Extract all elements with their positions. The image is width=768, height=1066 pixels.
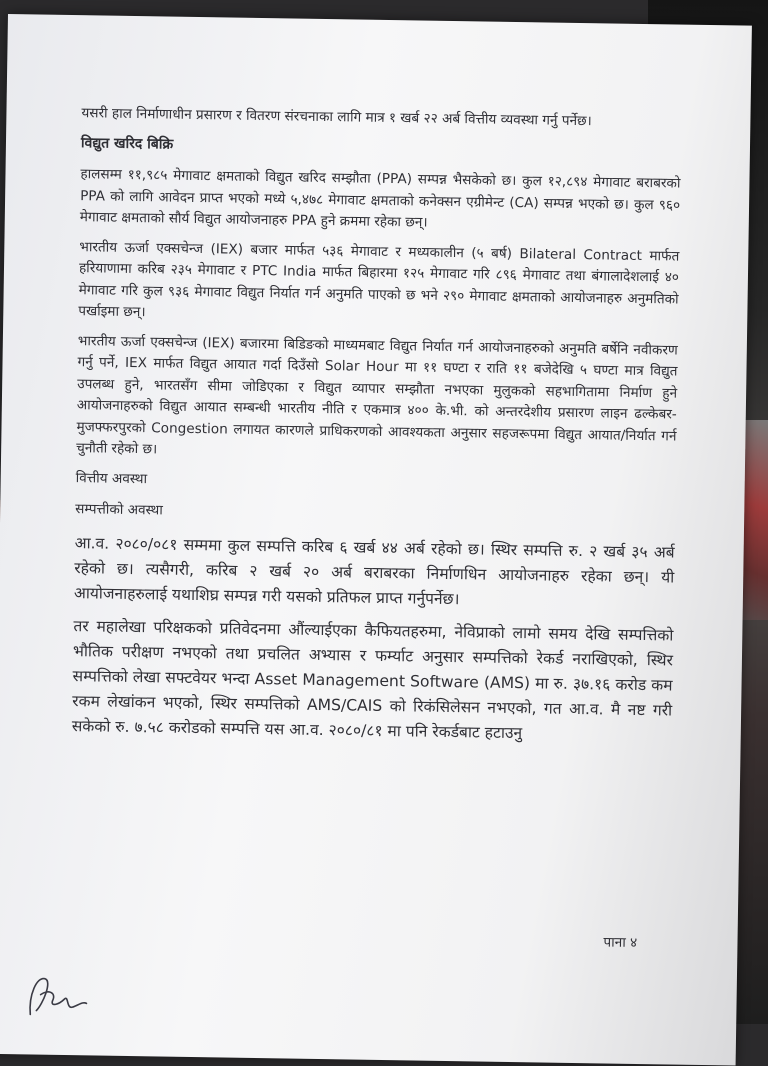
paragraph-funding: यसरी हाल निर्माणाधीन प्रसारण र वितरण संरचनाका लागि मात्र १ खर्ब २२ अर्ब वित्तीय व्यवस्था गर्नु पर्नेछ। [81, 105, 592, 130]
document-body [72, 103, 682, 756]
paragraph-export: भारतीय ऊर्जा एक्सचेन्ज (IEX) बजार मार्फत ५३६ मेगावाट र मध्यकालीन (५ बर्ष) Bilateral Contract मार्फत हरियाणामा करिब २३५ मेगावाट र PTC India मार्फत बिहारमा १२५ मेगावाट गरि ८९६ मेगावाट तथा बंगालादेशलाई ४० मेगावाट गरि कुल ९३६ मेगावाट विद्युत निर्यात गर्न अनुमति पाएको छ भने २९० मेगावाट क्षमताको आयोजनाहरु अनुमतिको पर्खाइमा छन्। [78, 238, 680, 321]
page-number: पाना ४ [603, 934, 638, 951]
paragraph-iex-challenges: भारतीय ऊर्जा एक्सचेन्ज (IEX) बजारमा बिडिङको माध्यमबाट विद्युत निर्यात गर्न आयोजनाहरुको अनुमति बर्षेनि नवीकरण गर्नु पर्ने, IEX मार्फत विद्युत आयात गर्दा दिउँसो Solar Hour मा ११ घण्टा र राति ११ बजेदेखि ५ घण्टा मात्र विद्युत उपलब्ध हुने, भारतसँग सीमा जोडिएका र विद्युत व्यापार सम्झौता नभएका मुलुकको सहभागितामा निर्माण हुने आयोजनाहरुको विद्युत आयात सम्बन्धी भारतीय नीति र एकमात्र ४०० के.भी. को अन्तरदेशीय प्रसारण लाइन ढल्केबर-मुजफ्फरपुरको Congestion लगायत कारणले प्राधिकरणको आवश्यकता अनुसार सहजरूपमा विद्युत आयात/निर्यात गर्न चुनौती रहेको छ। [76, 332, 678, 458]
paragraph-audit: तर महालेखा परिक्षकको प्रतिवेदनमा औंल्याईएका कैफियतहरुमा, नेविप्राको लामो समय देखि सम्पत्तिको भौतिक परीक्षण नभएको तथा प्रचलित अभ्यास र फर्म्याट अनुसार सम्पत्तिको रेकर्ड नराखिएको, स्थिर सम्पत्तिको लेखा सफ्टवेयर भन्दा Asset Management Software (AMS) मा रु. ३७.१६ करोड कम रकम लेखांकन भएको, स्थिर सम्पत्तिको AMS/CAIS को रिकंसिलेसन नभएको, गत आ.व. मै नष्ट गरी सकेको रु. ७.५८ करोडको सम्पत्ति यस आ.व. २०८०/८१ मा पनि रेकर्डबाट हटाउनु [71, 616, 674, 742]
signature [22, 964, 93, 1029]
document-page [0, 14, 752, 1066]
heading-financial-status: वित्तीय अवस्था [75, 469, 148, 487]
heading-asset-status: सम्पत्तीको अवस्था [75, 501, 163, 519]
paragraph-assets: आ.व. २०८०/०८१ सम्ममा कुल सम्पत्ति करिब ६ खर्ब ४४ अर्ब रहेको छ। स्थिर सम्पत्ति रु. २ खर्ब ३५ अर्ब रहेको छ। त्यसैगरी, करिब २ खर्ब २० अर्ब बराबरका निर्माणधिन आयोजनाहरु रहेका छन्। यी आयोजनाहरुलाई यथाशिघ्र सम्पन्न गरी यसको प्रतिफल प्राप्त गर्नुपर्नेछ। [73, 533, 675, 608]
paragraph-ppa: हालसम्म ११,९८५ मेगावाट क्षमताको विद्युत खरिद सम्झौता (PPA) सम्पन्न भैसकेको छ। कुल १२,८९४ मेगावाट बराबरको PPA को लागि आवेदन प्राप्त भएको मध्ये ५,४७८ मेगावाट क्षमताको कनेक्सन एग्रीमेन्ट (CA) सम्पन्न भएको छ। कुल ९६० मेगावाट क्षमताको सौर्य विद्युत आयोजनाहरु PPA हुने क्रममा रहेका छन्। [79, 166, 681, 231]
heading-power-trade: विद्युत खरिद बिक्रि [80, 134, 174, 153]
